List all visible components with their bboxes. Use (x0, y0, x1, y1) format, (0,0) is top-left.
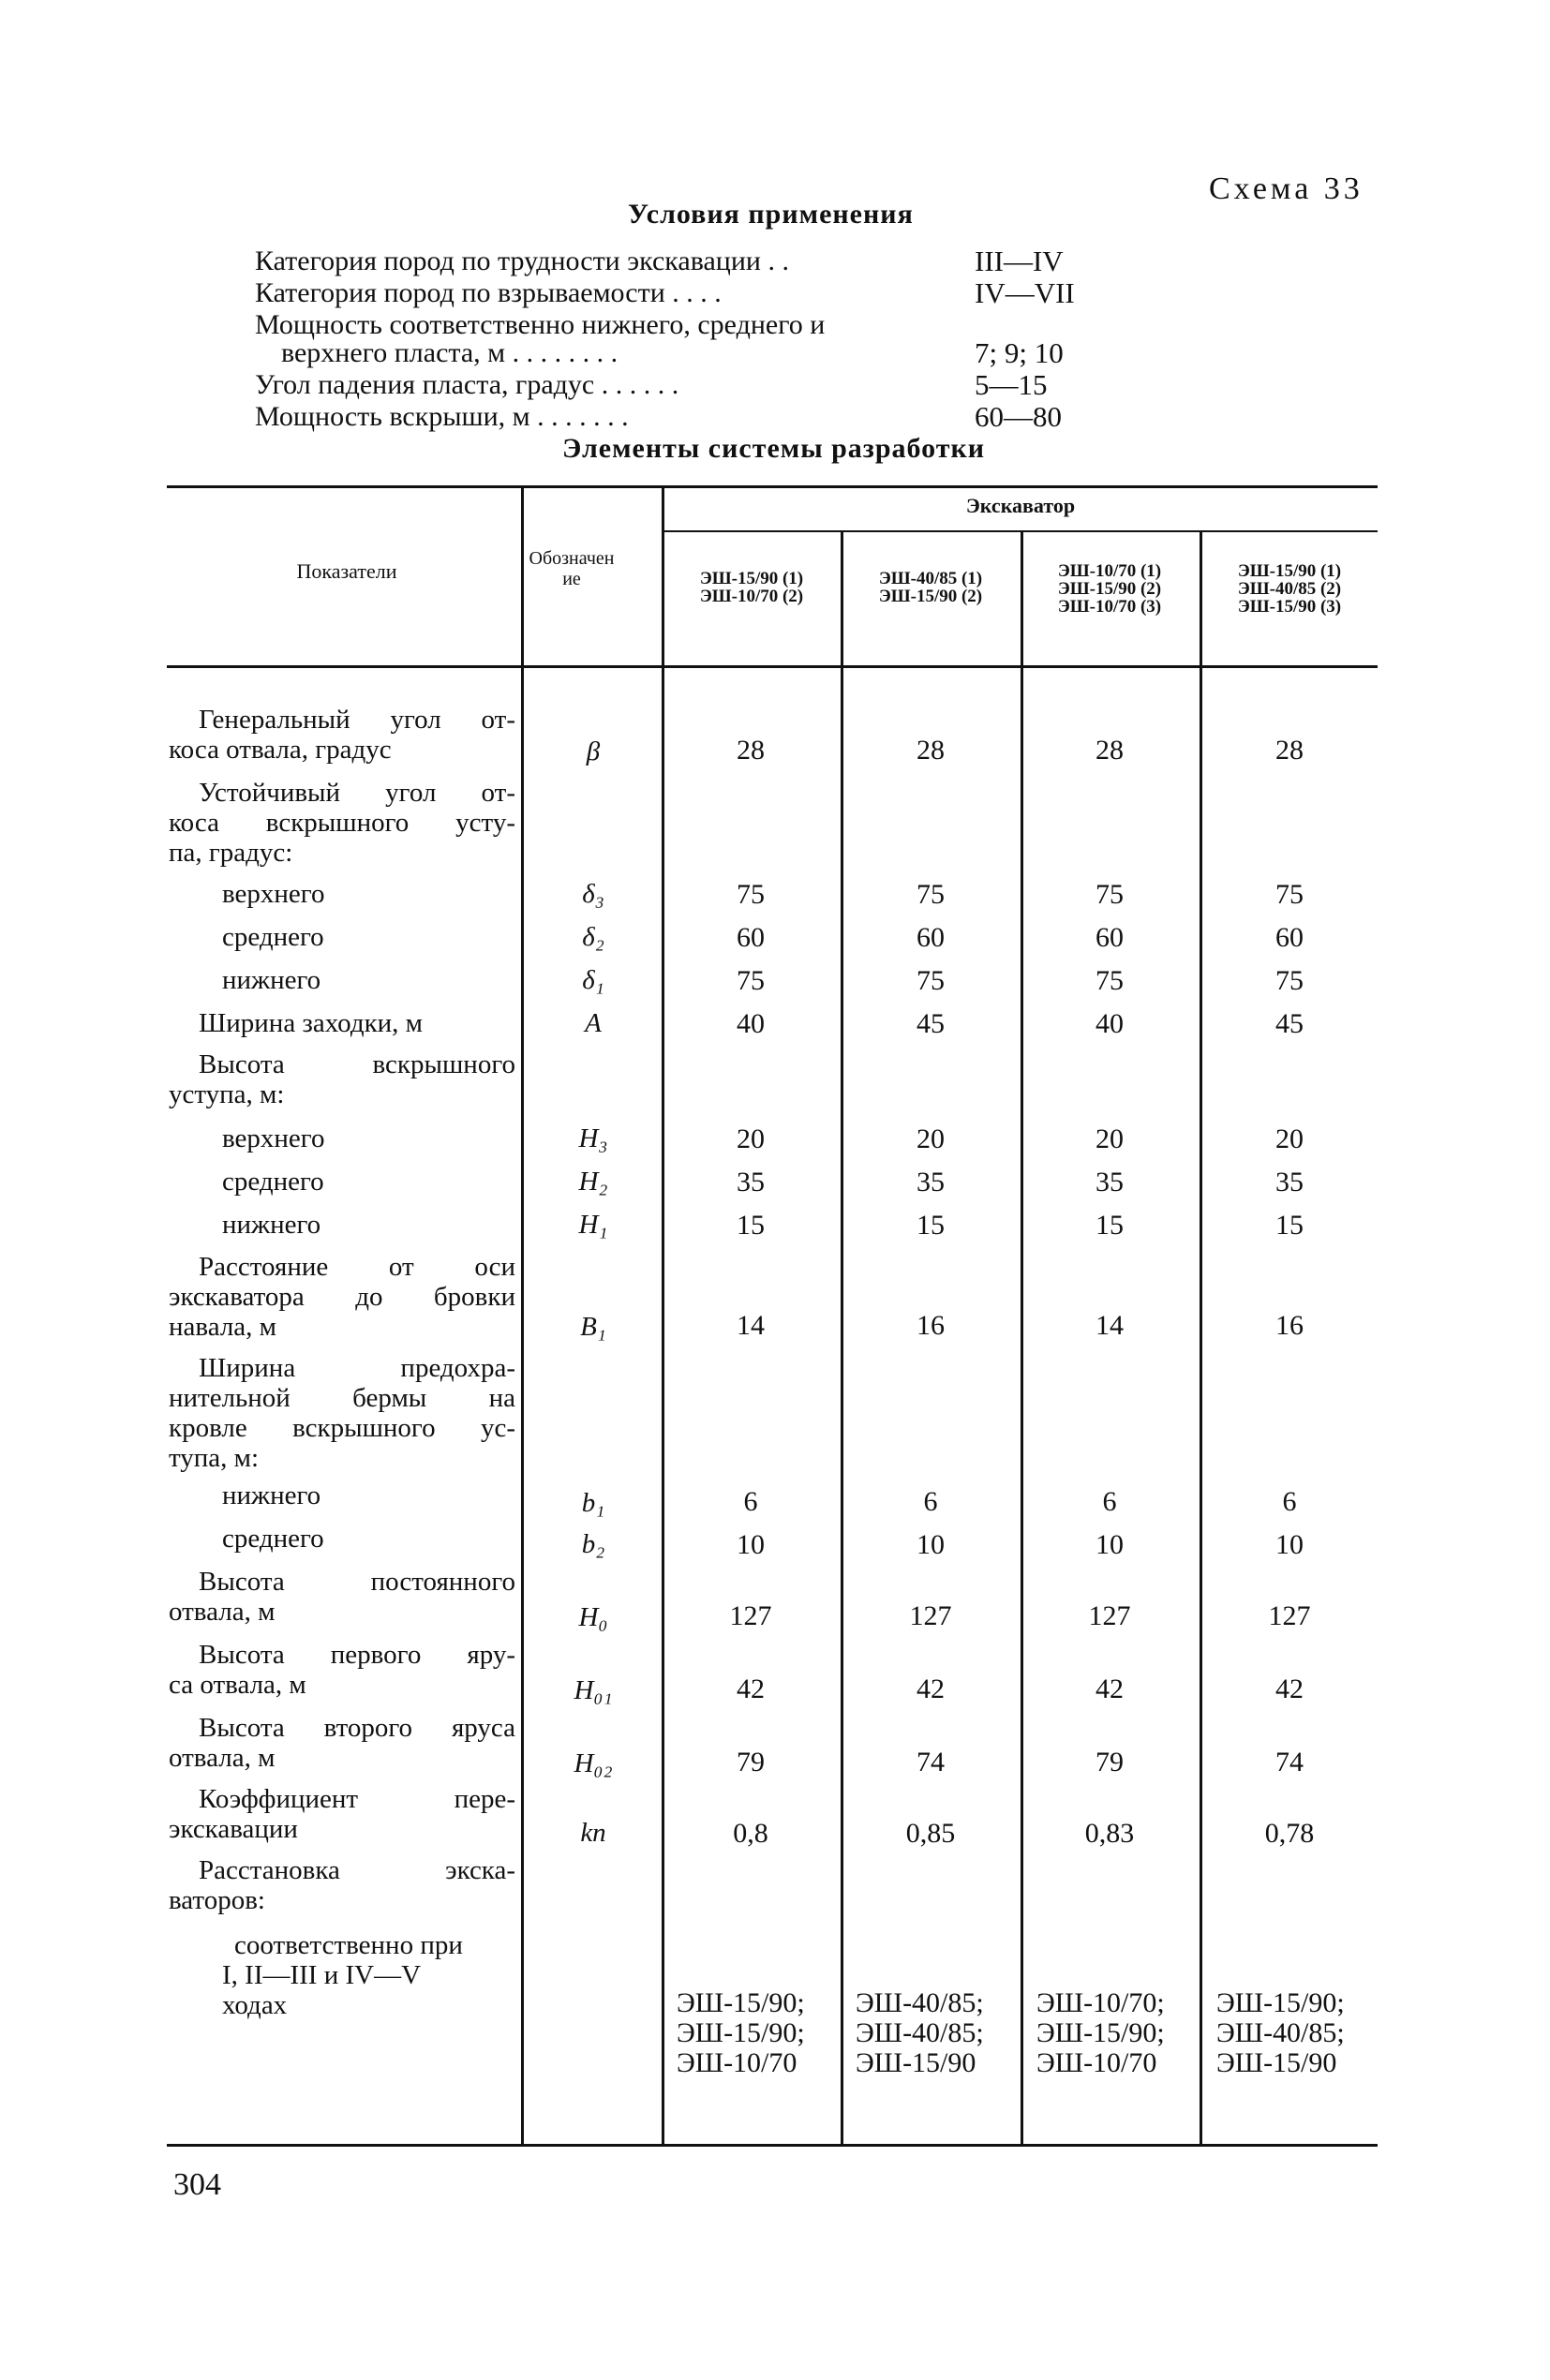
row-symbol: β (586, 736, 601, 766)
row-label: нительной бермы на (169, 1383, 515, 1413)
row-symbol: δ₂ (582, 922, 604, 952)
header-column-line: ЭШ-10/70 (3) (1057, 597, 1162, 617)
row-label: па, градус: (169, 838, 293, 868)
arrangement-line: ЭШ-15/90; (1216, 1987, 1345, 2018)
row-label: отвала, м (169, 1743, 276, 1773)
row-label: коса вскрышного усту- (169, 808, 515, 838)
row-label: Устойчивый угол от- (199, 778, 515, 808)
row-label: Коэффициент пере- (199, 1784, 515, 1814)
header-bottom-rule (167, 665, 1378, 668)
row-value: 14 (737, 1310, 765, 1341)
row-label: среднего (222, 1167, 324, 1197)
header-column-line: ЭШ-40/85 (1) (878, 569, 983, 588)
row-symbol: δ₁ (582, 965, 604, 995)
row-label: верхнего (222, 879, 325, 909)
arrangement-cell (856, 1988, 984, 2078)
row-label: нижнего (222, 1210, 321, 1240)
row-value: 35 (1275, 1167, 1304, 1197)
row-value: 75 (737, 965, 765, 996)
row-label: I, II—III и IV—V (222, 1960, 422, 1990)
row-value: 127 (1088, 1600, 1131, 1631)
table-bottom-rule (167, 2144, 1378, 2147)
row-value: 0,85 (905, 1818, 956, 1849)
row-label: экскавации (169, 1814, 298, 1844)
row-label: Ширина предохра- (199, 1353, 515, 1383)
header-designation: Обозначение (529, 548, 615, 589)
row-value: 79 (1095, 1747, 1124, 1778)
header-column-line: ЭШ-10/70 (1) (1057, 561, 1162, 581)
row-value: 35 (737, 1167, 765, 1197)
row-label: коса отвала, градус (169, 735, 392, 765)
row-value: 42 (1275, 1673, 1304, 1704)
condition-label: Мощность вскрыши, м . . . . . . . (255, 401, 629, 432)
arrangement-line: ЭШ-15/90 (1216, 2047, 1337, 2078)
row-label: са отвала, м (169, 1670, 306, 1700)
row-value: 75 (917, 965, 945, 996)
header-indicators: Показатели (296, 559, 397, 583)
row-value: 75 (1275, 965, 1304, 996)
row-label: среднего (222, 922, 324, 952)
row-label: соответственно при (234, 1930, 463, 1960)
row-value: 74 (1275, 1747, 1304, 1778)
row-value: 14 (1095, 1310, 1124, 1341)
condition-label: верхнего пласта, м . . . . . . . . (281, 337, 619, 368)
condition-value: 7; 9; 10 (975, 336, 1064, 369)
condition-value: 60—80 (975, 400, 1062, 433)
row-value: 0,78 (1264, 1818, 1315, 1849)
row-label: ходах (222, 1990, 288, 2020)
row-label: верхнего (222, 1123, 325, 1153)
row-value: 6 (743, 1486, 758, 1517)
column-divider (841, 532, 843, 2144)
header-column-line: ЭШ-15/90 (3) (1237, 597, 1342, 617)
row-value: 16 (917, 1310, 945, 1341)
row-value: 127 (909, 1600, 952, 1631)
row-symbol: b₁ (581, 1488, 605, 1518)
row-value: 40 (737, 1008, 765, 1039)
column-divider (521, 488, 524, 2144)
arrangement-line: ЭШ-10/70 (1036, 2047, 1157, 2078)
row-symbol: H₀₂ (574, 1748, 613, 1778)
row-value: 75 (1095, 965, 1124, 996)
condition-value: IV—VII (975, 276, 1075, 309)
row-symbol: H₃ (578, 1123, 608, 1153)
row-value: 79 (737, 1747, 765, 1778)
header-column-line: ЭШ-15/90 (1) (699, 569, 804, 588)
row-value: 15 (1275, 1210, 1304, 1241)
row-label: Расстояние от оси (199, 1252, 515, 1282)
arrangement-line: ЭШ-40/85; (856, 1987, 984, 2018)
header-column-line: ЭШ-15/90 (1) (1237, 561, 1342, 581)
row-value: 28 (1275, 735, 1304, 766)
condition-label: Мощность соответственно нижнего, среднего и (255, 309, 826, 340)
scheme-label: Схема 33 (1209, 171, 1364, 206)
row-value: 75 (917, 879, 945, 910)
column-divider (1021, 532, 1023, 2144)
row-value: 28 (917, 735, 945, 766)
row-symbol: kп (580, 1818, 606, 1848)
row-value: 60 (1275, 922, 1304, 953)
row-value: 15 (917, 1210, 945, 1241)
condition-value: III—IV (975, 245, 1064, 277)
row-value: 10 (917, 1529, 945, 1560)
row-value: 60 (737, 922, 765, 953)
row-label: Расстановка экска- (199, 1855, 515, 1885)
header-column-4 (1205, 562, 1374, 616)
row-symbol: H₀₁ (574, 1675, 613, 1705)
row-label: тупа, м: (169, 1443, 260, 1473)
header-column-line: ЭШ-10/70 (2) (699, 587, 804, 606)
row-label (199, 705, 515, 735)
row-label: экскаватора до бровки (169, 1282, 515, 1312)
arrangement-line: ЭШ-15/90; (1036, 2017, 1165, 2048)
arrangement-cell (677, 1988, 805, 2078)
row-value: 127 (729, 1600, 772, 1631)
row-label-line: Генеральный угол от- (199, 705, 515, 735)
row-label: нижнего (222, 965, 321, 995)
table-top-rule (167, 485, 1378, 488)
header-column-3 (1025, 562, 1194, 616)
column-divider (662, 488, 664, 2144)
page-number: 304 (173, 2167, 221, 2202)
row-label: Высота первого яру- (199, 1640, 515, 1670)
row-value: 6 (1102, 1486, 1117, 1517)
conditions-title: Условия применения (628, 199, 914, 230)
row-label: кровле вскрышного ус- (169, 1413, 515, 1443)
arrangement-line: ЭШ-15/90; (677, 2017, 805, 2048)
arrangement-line: ЭШ-10/70 (677, 2047, 797, 2078)
row-symbol: H₂ (578, 1167, 608, 1197)
row-value: 10 (1275, 1529, 1304, 1560)
arrangement-line: ЭШ-10/70; (1036, 1987, 1165, 2018)
arrangement-cell (1036, 1988, 1165, 2078)
header-excavator: Экскаватор (965, 494, 1076, 517)
arrangement-line: ЭШ-15/90; (677, 1987, 805, 2018)
row-value: 20 (917, 1123, 945, 1154)
condition-label: Категория пород по трудности экскавации . . (255, 245, 789, 276)
arrangement-cell (1216, 1988, 1345, 2078)
row-symbol: δ₃ (582, 879, 604, 909)
row-value: 15 (1095, 1210, 1124, 1241)
row-value: 0,83 (1084, 1818, 1135, 1849)
row-value: 127 (1268, 1600, 1311, 1631)
arrangement-line: ЭШ-15/90 (856, 2047, 976, 2078)
condition-value: 5—15 (975, 368, 1048, 401)
row-value: 6 (923, 1486, 938, 1517)
row-value: 75 (1095, 879, 1124, 910)
row-symbol: H₁ (578, 1210, 608, 1240)
row-value: 28 (1095, 735, 1124, 766)
header-column-2 (846, 570, 1015, 605)
row-label: Высота постоянного (199, 1567, 515, 1597)
row-value: 60 (1095, 922, 1124, 953)
row-value: 10 (737, 1529, 765, 1560)
row-symbol: B₁ (580, 1312, 606, 1342)
header-column-line: ЭШ-40/85 (2) (1237, 579, 1342, 599)
header-column-1 (667, 570, 836, 605)
header-column-line: ЭШ-15/90 (2) (1057, 579, 1162, 599)
row-value: 16 (1275, 1310, 1304, 1341)
elements-title: Элементы системы разработки (562, 433, 986, 464)
row-value: 42 (1095, 1673, 1124, 1704)
arrangement-line: ЭШ-40/85; (1216, 2017, 1345, 2048)
row-value: 74 (917, 1747, 945, 1778)
condition-label: Категория пород по взрываемости . . . . (255, 277, 722, 308)
row-label: уступа, м: (169, 1079, 285, 1109)
row-label: ваторов: (169, 1885, 265, 1915)
row-value: 10 (1095, 1529, 1124, 1560)
row-label: Высота второго яруса (199, 1713, 515, 1743)
row-value: 42 (917, 1673, 945, 1704)
row-value: 20 (737, 1123, 765, 1154)
row-value: 45 (917, 1008, 945, 1039)
row-label: Ширина заходки, м (199, 1008, 424, 1038)
row-value: 75 (1275, 879, 1304, 910)
condition-label: Угол падения пласта, градус . . . . . . (255, 369, 679, 400)
row-value: 40 (1095, 1008, 1124, 1039)
column-divider (1200, 532, 1202, 2144)
arrangement-line: ЭШ-40/85; (856, 2017, 984, 2048)
row-value: 35 (1095, 1167, 1124, 1197)
row-value: 20 (1095, 1123, 1124, 1154)
row-label: среднего (222, 1524, 324, 1554)
row-value: 75 (737, 879, 765, 910)
row-label: навала, м (169, 1312, 277, 1342)
row-symbol: А (585, 1008, 602, 1038)
row-value: 42 (737, 1673, 765, 1704)
row-symbol: H₀ (578, 1602, 608, 1632)
row-value: 6 (1282, 1486, 1297, 1517)
row-label: отвала, м (169, 1597, 276, 1627)
row-symbol: b₂ (581, 1529, 605, 1559)
row-label: Высота вскрышного (199, 1049, 515, 1079)
header-column-line: ЭШ-15/90 (2) (878, 587, 983, 606)
row-value: 20 (1275, 1123, 1304, 1154)
row-value: 0,8 (733, 1818, 768, 1849)
row-value: 60 (917, 922, 945, 953)
row-value: 28 (737, 735, 765, 766)
row-value: 45 (1275, 1008, 1304, 1039)
row-label: нижнего (222, 1480, 321, 1510)
row-value: 15 (737, 1210, 765, 1241)
row-value: 35 (917, 1167, 945, 1197)
